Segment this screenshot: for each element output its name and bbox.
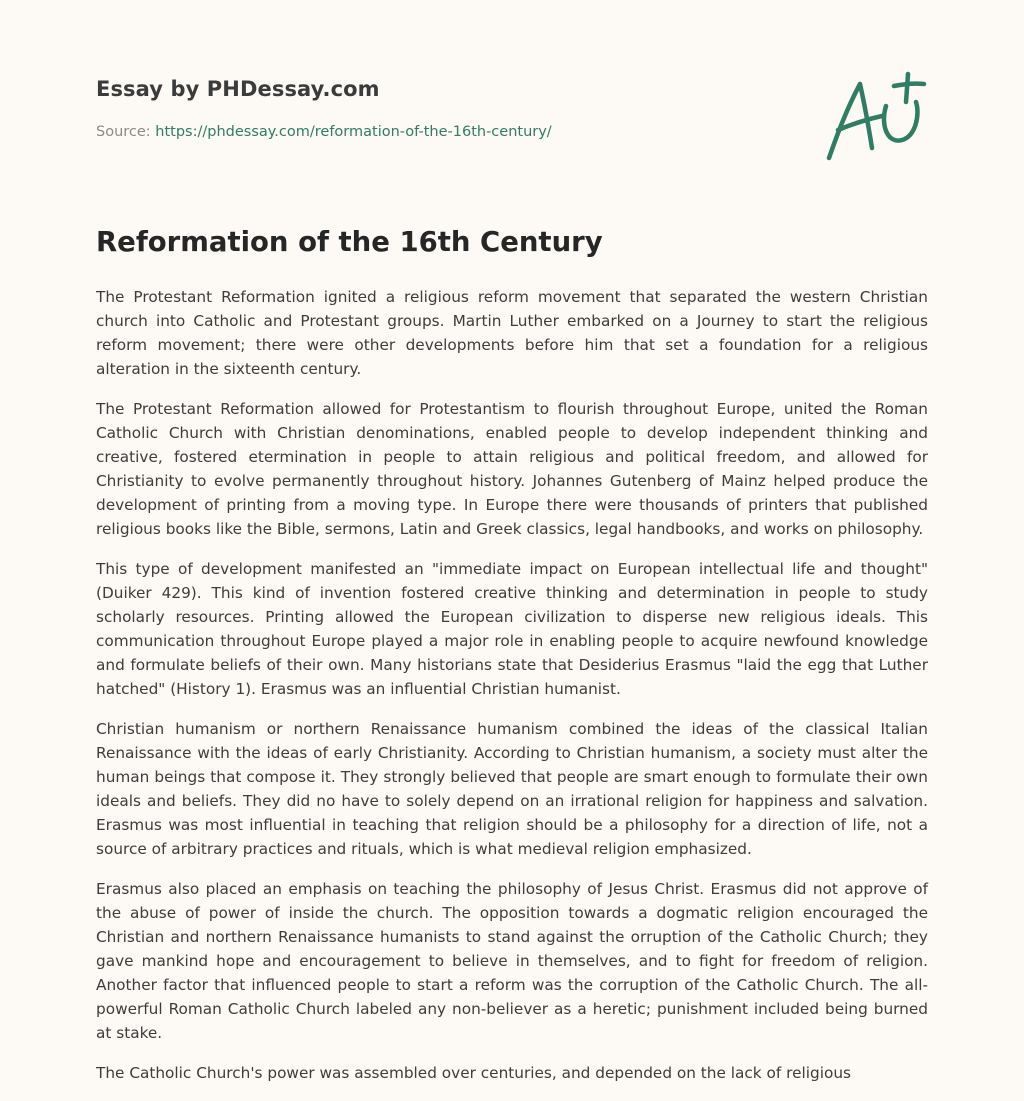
site-brand: Essay by PHDessay.com bbox=[96, 77, 380, 101]
essay-paragraph: The Catholic Church's power was assembled over centuries, and depended on the lack of religious bbox=[96, 1064, 851, 1082]
essay-paragraph: The Protestant Reformation allowed for Protestantism to flourish throughout Europe, united the Roman Catholic Church with Christian denominations, enabled people to develop independent thinking and creative, fostered etermination in people to attain religious and political freedom, and allowed for Christianity to evolve permanently throughout history. Johannes Gutenberg of Mainz helped produce the development of printing from a moving type. In Europe there were thousands of printers that published religious books like the Bible, sermons, Latin and Greek classics, legal handbooks, and works on philosophy. bbox=[96, 400, 928, 538]
a-plus-grade-icon bbox=[822, 68, 928, 166]
essay-paragraph: The Protestant Reformation ignited a religious reform movement that separated the western Christian church into Catholic and Protestant groups. Martin Luther embarked on a Journey to start the religious reform movement; there were other developments before him that set a foundation for a religious alteration in the sixteenth century. bbox=[96, 288, 928, 378]
essay-body bbox=[96, 285, 928, 1101]
essay-paragraph: This type of development manifested an "immediate impact on European intellectual life and thought" (Duiker 429). This kind of invention fostered creative thinking and determination in people to study scholarly resources. Printing allowed the European civilization to disperse new religious ideals. This communication throughout Europe played a major role in enabling people to acquire newfound knowledge and formulate beliefs of their own. Many historians state that Desiderius Erasmus "laid the egg that Luther hatched" (History 1). Erasmus was an influential Christian humanist. bbox=[96, 560, 928, 698]
essay-title: Reformation of the 16th Century bbox=[96, 226, 603, 258]
source-link[interactable]: https://phdessay.com/reformation-of-the-16th-century/ bbox=[155, 124, 552, 140]
source-line bbox=[96, 124, 552, 140]
essay-paragraph: Christian humanism or northern Renaissance humanism combined the ideas of the classical Italian Renaissance with the ideas of early Christianity. According to Christian humanism, a society must alter the human beings that compose it. They strongly believed that people are smart enough to formulate their own ideals and beliefs. They did no have to solely depend on an irrational religion for happiness and salvation. Erasmus was most influential in teaching that religion should be a philosophy for a direction of life, not a source of arbitrary practices and rituals, which is what medieval religion emphasized. bbox=[96, 720, 928, 858]
essay-paragraph: Erasmus also placed an emphasis on teaching the philosophy of Jesus Christ. Erasmus did not approve of the abuse of power of inside the church. The opposition towards a dogmatic religion encouraged the Christian and northern Renaissance humanists to stand against the orruption of the Catholic Church; they gave mankind hope and encouragement to believe in themselves, and to fight for freedom of religion. Another factor that influenced people to start a reform was the corruption of the Catholic Church. The all-powerful Roman Catholic Church labeled any non-believer as a heretic; punishment included being burned at stake. bbox=[96, 880, 928, 1042]
source-label: Source: bbox=[96, 124, 151, 140]
